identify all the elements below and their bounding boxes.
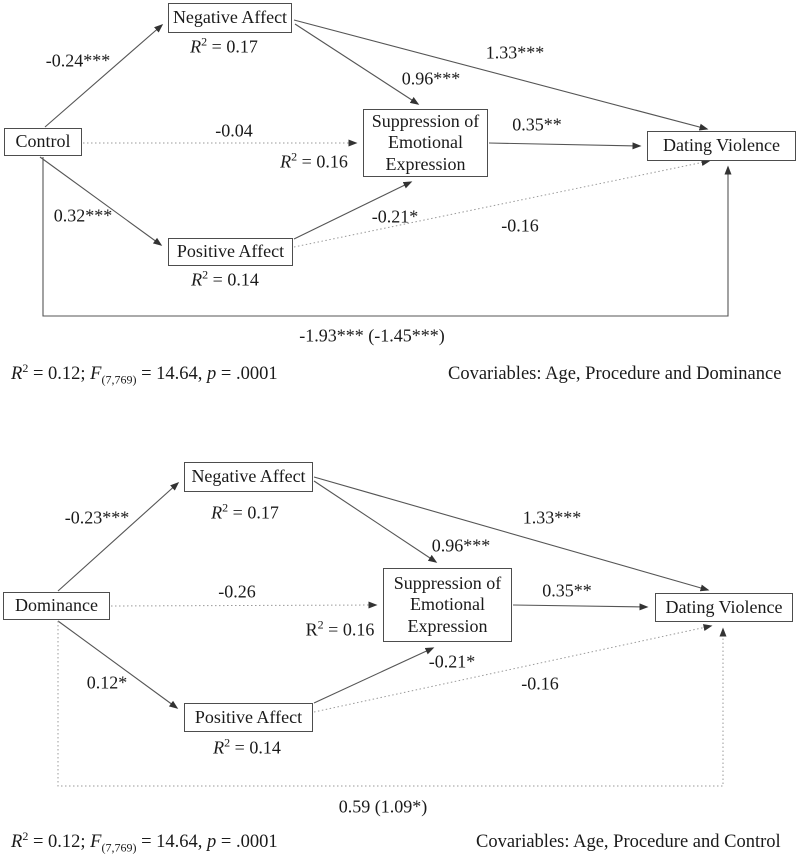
r2-exponent: 2 [224, 735, 231, 750]
r2-positive-affect [191, 267, 259, 291]
r2-value: = 0.14 [208, 269, 259, 290]
path-control-to-positive-affect [40, 157, 161, 245]
model-stats-control [11, 360, 278, 387]
r2-value: = 0.17 [207, 36, 258, 57]
node-control-label: Control [15, 131, 71, 152]
coef-suppression-dv-2: 0.35** [542, 580, 592, 601]
coef-control-suppression: -0.04 [215, 120, 253, 141]
node-dominance [3, 592, 110, 620]
coef-control-negative: -0.24*** [45, 50, 111, 71]
node-suppression2-line1: Suppression of [393, 573, 502, 594]
node-suppression-2 [383, 568, 512, 642]
node-suppression2-line2: Emotional [410, 594, 485, 615]
coef-negative-suppression: 0.96*** [401, 68, 461, 89]
covariables-note-dominance: Covariables: Age, Procedure and Control [476, 832, 781, 852]
stat-f: F [90, 364, 102, 384]
coef-negative-dv: 1.33*** [485, 42, 545, 63]
r2-symbol: R [190, 36, 202, 57]
path-negative-affect-to-suppression-2 [314, 481, 436, 562]
r2-exponent: 2 [317, 617, 324, 632]
r2-exponent: 2 [202, 267, 209, 282]
path-suppression-to-dating-violence [489, 143, 640, 146]
stat-p: p [207, 364, 217, 384]
node-positive-affect-label-2: Positive Affect [194, 706, 303, 727]
r2-value: = 0.16 [297, 151, 348, 172]
r2-symbol: R [191, 269, 203, 290]
coef-suppression-dv: 0.35** [512, 114, 562, 135]
path-dominance-to-positive-affect [58, 621, 177, 708]
coef-positive-suppression: -0.21* [371, 206, 419, 227]
node-suppression-line1: Suppression of [371, 111, 480, 132]
r2-exponent: 2 [201, 34, 208, 49]
r2-positive-affect-2 [213, 735, 281, 759]
node-positive-affect-label: Positive Affect [176, 241, 285, 262]
path-control-direct-to-dating-violence [43, 157, 728, 316]
r2-suppression [280, 149, 348, 173]
node-negative-affect-label: Negative Affect [172, 7, 288, 28]
coef-positive-dv: -0.16 [501, 215, 539, 236]
r2-symbol: R [280, 151, 292, 172]
stat-r-exp: 2 [22, 360, 29, 375]
path-dominance-to-negative-affect [58, 483, 178, 591]
node-suppression [363, 109, 488, 177]
node-dating-violence-label-2: Dating Violence [665, 596, 783, 617]
stat-eq2: = 14.64, [136, 364, 208, 384]
node-suppression-line2: Emotional [388, 132, 463, 153]
node-suppression-line3: Expression [385, 153, 466, 174]
stat-f: F [90, 832, 102, 852]
r2-symbol: R [305, 619, 318, 640]
coef-dominance-negative: -0.23*** [64, 507, 130, 528]
node-positive-affect-2 [184, 703, 313, 732]
r2-symbol: R [213, 737, 225, 758]
node-negative-affect-label-2: Negative Affect [191, 466, 306, 487]
node-dating-violence-label: Dating Violence [662, 135, 781, 156]
r2-suppression-2 [305, 617, 375, 641]
node-dating-violence-2 [655, 593, 793, 622]
coef-positive-suppression-2: -0.21* [428, 651, 476, 672]
r2-symbol: R [211, 502, 223, 523]
path-control-to-negative-affect [45, 25, 162, 127]
stat-f-sub: (7,769) [101, 840, 137, 855]
node-positive-affect [168, 238, 293, 266]
coef-positive-dv-2: -0.16 [521, 673, 559, 694]
path-dominance-direct-to-dating-violence-dotted [58, 621, 723, 786]
covariables-note-control: Covariables: Age, Procedure and Dominance [448, 364, 782, 384]
stat-r-exp: 2 [22, 828, 29, 843]
stat-r: R [11, 832, 23, 852]
coef-control-positive: 0.32*** [53, 205, 113, 226]
node-dominance-label: Dominance [15, 595, 98, 616]
stat-eq2: = 14.64, [136, 832, 208, 852]
coef-direct-effect-2: 0.59 (1.09*) [338, 796, 428, 817]
coef-negative-dv-2: 1.33*** [522, 507, 582, 528]
coef-negative-suppression-2: 0.96*** [431, 535, 491, 556]
r2-exponent: 2 [222, 500, 229, 515]
coef-direct-effect: -1.93*** (-1.45***) [299, 325, 445, 346]
coef-dominance-positive: 0.12* [86, 672, 128, 693]
r2-value: = 0.16 [323, 619, 375, 640]
stat-eq1: = 0.12; [28, 832, 91, 852]
stat-p: p [207, 832, 217, 852]
r2-value: = 0.17 [228, 502, 279, 523]
node-suppression2-line3: Expression [407, 615, 488, 636]
r2-negative-affect-2 [211, 500, 279, 524]
r2-exponent: 2 [291, 149, 298, 164]
r2-value: = 0.14 [230, 737, 281, 758]
stat-f-sub: (7,769) [101, 372, 137, 387]
stat-eq3: = .0001 [216, 832, 278, 852]
r2-negative-affect [190, 34, 258, 58]
model-stats-dominance [11, 828, 278, 855]
stat-eq1: = 0.12; [28, 364, 91, 384]
path-dominance-to-suppression-dotted [111, 605, 376, 606]
path-negative-affect-to-dating-violence [294, 20, 707, 129]
node-negative-affect-2 [184, 462, 313, 492]
path-suppression-to-dating-violence-2 [513, 605, 647, 607]
node-dating-violence [647, 131, 796, 161]
path-positive-affect-to-suppression-2 [314, 648, 433, 703]
stat-eq3: = .0001 [216, 364, 278, 384]
stat-r: R [11, 364, 23, 384]
node-control [4, 128, 82, 156]
node-negative-affect [168, 3, 292, 33]
coef-dominance-suppression: -0.26 [218, 581, 256, 602]
